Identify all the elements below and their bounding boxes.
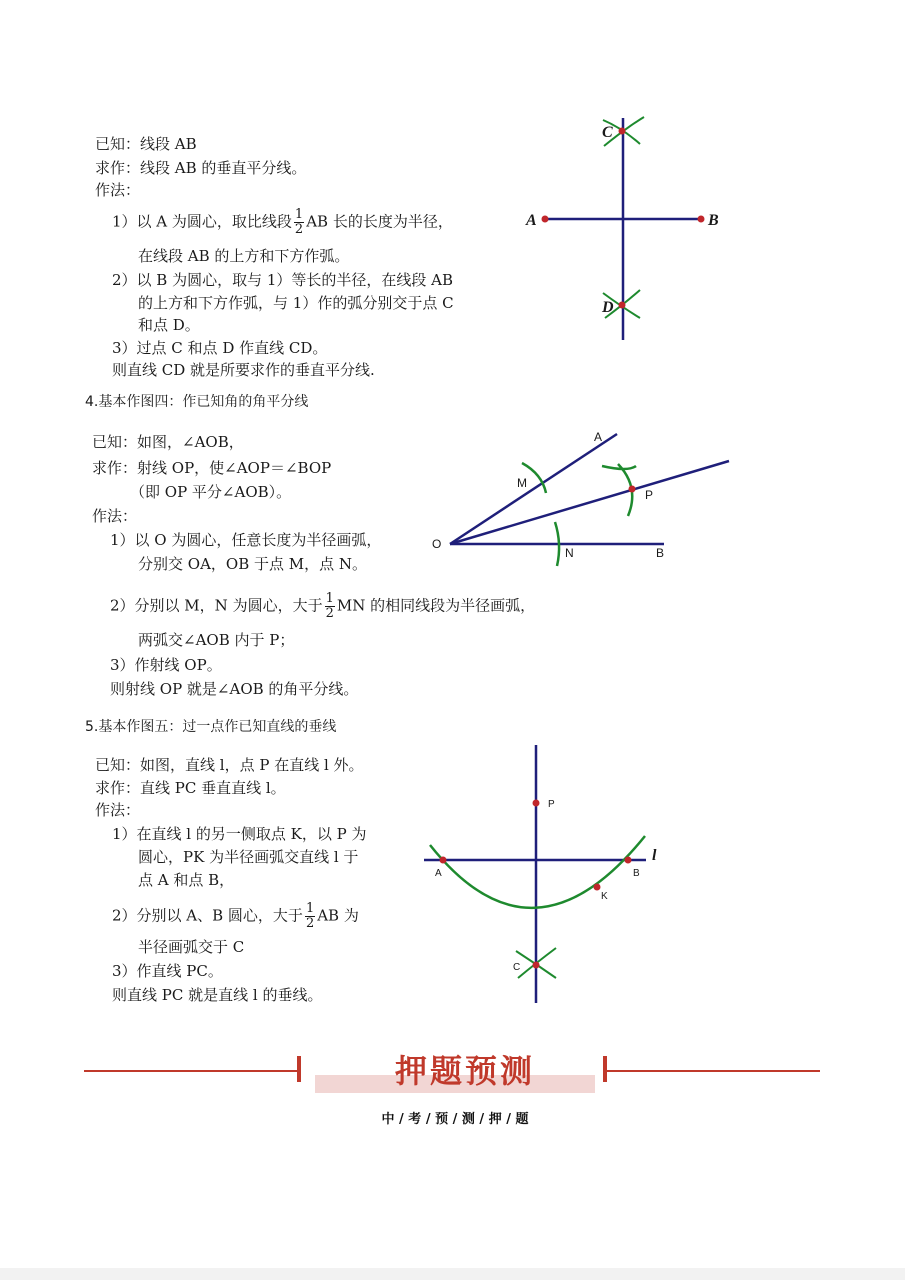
s3-step2-c: 和点 D。 [138,316,200,334]
s4-method: 作法： [92,507,138,525]
label-b: B [708,212,719,229]
label-p: P [645,488,654,502]
fraction-denominator: 2 [294,222,304,237]
s4-step2-post: MN 的相同线段为半径画弧， [336,596,536,615]
arc-ak-b [430,836,645,908]
point-a [542,216,549,223]
point-c [533,962,540,969]
s3-known: 已知：线段 AB [95,135,197,153]
ray-oa [450,434,617,544]
label-c: C [602,124,613,141]
banner-title: 押题预测 [394,1052,535,1090]
s4-step2-pre: 2）分别以 M，N 为圆心，大于 [110,596,323,615]
s5-step2-b: 半径画弧交于 C [138,938,245,956]
point-d [619,302,626,309]
label-b: B [633,868,640,879]
label-p: P [548,799,555,810]
s4-step1-a: 1）以 O 为圆心，任意长度为半径画弧， [110,531,382,549]
point-b [625,857,632,864]
s5-step2-pre: 2）分别以 A、B 圆心，大于 [112,906,303,925]
fraction-denominator: 2 [305,916,315,931]
bottom-bar [0,1268,905,1280]
s4-step2-b: 两弧交∠AOB 内于 P； [138,631,295,649]
s3-conclusion: 则直线 CD 就是所要求作的垂直平分线. [112,361,375,379]
s3-step3: 3）过点 C 和点 D 作直线 CD。 [112,339,328,357]
point-a [440,857,447,864]
s3-step1-b: 在线段 AB 的上方和下方作弧。 [138,247,350,265]
s5-step1-c: 点 A 和点 B， [138,871,235,889]
label-a: A [594,430,603,444]
ray-op [450,461,729,544]
fraction-numerator: 1 [305,901,315,916]
label-a: A [435,868,442,879]
point-p [533,800,540,807]
point-p [629,486,636,493]
label-a: A [526,212,537,229]
s3-method: 作法： [95,181,141,199]
s5-heading: 5.基本作图五：过一点作已知直线的垂线 [85,719,337,735]
point-c [619,128,626,135]
s5-step2-post: AB 为 [317,906,359,925]
label-n: N [565,546,574,560]
fraction-numerator: 1 [325,591,334,606]
s4-step3: 3）作射线 OP。 [110,656,222,674]
point-b [698,216,705,223]
s5-step1-a: 1）在直线 l 的另一侧取点 K，以 P 为 [112,825,367,843]
s4-heading: 4.基本作图四：作已知角的角平分线 [85,394,309,410]
label-d: D [602,299,614,316]
figure-perpendicular-through-point [424,745,657,1003]
label-m: M [517,476,527,490]
label-b: B [656,546,665,560]
s4-task-b: （即 OP 平分∠AOB）。 [130,483,292,501]
s5-task: 求作：直线 PC 垂直直线 l。 [95,779,286,797]
s5-step1-b: 圆心，PK 为半径画弧交直线 l 于 [138,848,359,866]
label-k: K [601,891,608,902]
s5-step3: 3）作直线 PC。 [112,962,223,980]
s5-method: 作法： [95,801,141,819]
s4-task: 求作：射线 OP，使∠AOP＝∠BOP [92,459,332,477]
s4-known: 已知：如图，∠AOB， [92,433,244,451]
s3-step2-a: 2）以 B 为圆心，取与 1）等长的半径，在线段 AB [112,271,454,289]
s4-step1-b: 分别交 OA，OB 于点 M，点 N。 [138,555,368,573]
s3-step1-post: AB 长的长度为半径， [306,212,453,231]
banner-right-tick [603,1056,607,1082]
figure-angle-bisector [432,430,729,566]
s3-step1-pre: 1）以 A 为圆心，取比线段 [112,212,292,231]
label-c: C [513,962,521,973]
label-o: O [432,537,442,551]
label-l: l [652,847,657,864]
banner-left-tick [297,1056,301,1082]
fraction-denominator: 2 [325,606,334,621]
figure-perpendicular-bisector [525,117,719,340]
fraction-numerator: 1 [294,207,304,222]
s5-known: 已知：如图，直线 l，点 P 在直线 l 外。 [95,756,364,774]
s4-conclusion: 则射线 OP 就是∠AOB 的角平分线。 [110,680,359,698]
banner-subtitle: 中 / 考 / 预 / 测 / 押 / 题 [381,1112,529,1127]
point-k [594,884,601,891]
s5-conclusion: 则直线 PC 就是直线 l 的垂线。 [112,986,323,1004]
s3-step2-b: 的上方和下方作弧，与 1）作的弧分别交于点 C [138,294,454,312]
s3-task: 求作：线段 AB 的垂直平分线。 [95,159,307,177]
